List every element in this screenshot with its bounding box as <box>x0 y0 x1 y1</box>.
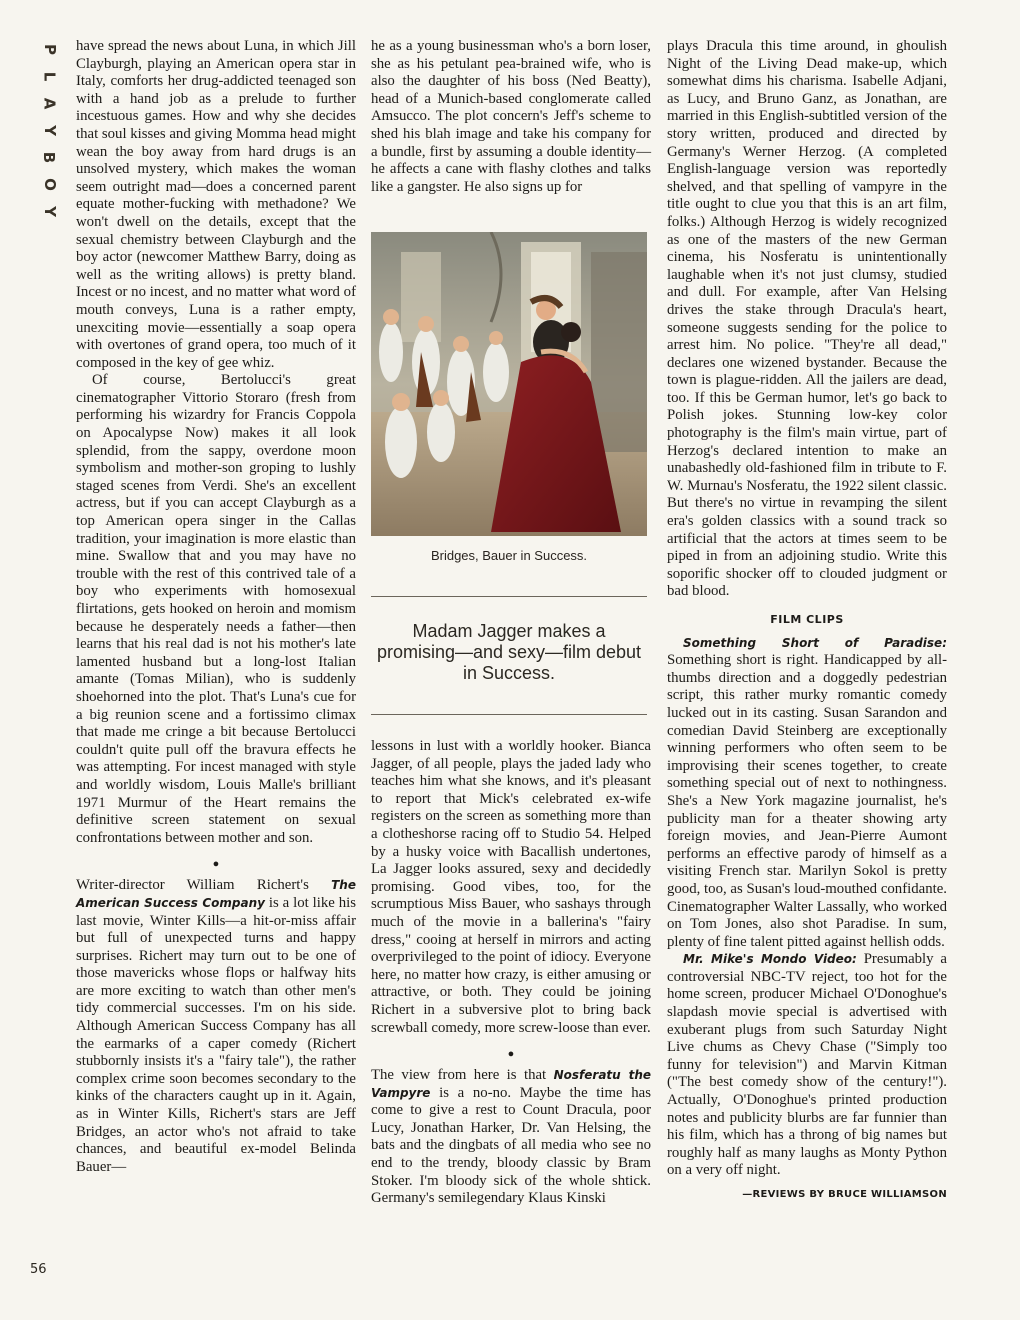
film-clip-title: Mr. Mike's Mondo Video: <box>683 952 857 967</box>
paragraph <box>371 1067 651 1208</box>
paragraph-intro: Writer-director William Richert's <box>76 877 309 894</box>
film-still-photo <box>371 232 647 536</box>
column-3 <box>667 38 947 1204</box>
paragraph-text: is a lot like his last movie, Winter Kills—a hit-or-miss affair but full of unexpected turns and happy surprises. Richert may turn out to be one of those mavericks whose flops or halfway hits are more exciting to watch than other men's tidy commercial successes. I'm on his side. Although American Success Company has all the earmarks of a caper comedy (Richert stubbornly insists it's a "fairy tale"), the rather complex crime soon becomes secondary to the kinks of the characters caught up in it. Again, as in Winter Kills, Richert's stars are Jeff Bridges, an actor who's not afraid to take chances, and beautiful ex-model Belinda Bauer— <box>76 894 357 1175</box>
film-clip-title: Something Short of Paradise: <box>683 635 947 650</box>
paragraph: have spread the news about Luna, in which Jill Clayburgh, playing an American opera star in Italy, comforts her drug-addicted teenaged son with a hand job as a prelude to further incestuous games. How and why she decides that soul kisses and giving Momma head might wean the boy away from hard drugs is an unsolved mystery, which makes the woman seem outright mad—does a concerned parent equate mother-fucking with methadone? We won't dwell on the details, except that the sexual chemistry between Clayburgh and the boy actor (newcomer Matthew Barry, doing as well as the writing allows) is pretty bland. Incest or no incest, and no matter what word of mouth conveys, Luna is a rather empty, unexciting movie—essentially a soap opera with overtones of grand opera, too much of it composed in the key of gee whiz. <box>76 38 356 371</box>
photo-caption: Bridges, Bauer in Success. <box>430 548 588 563</box>
section-separator: ● <box>212 858 220 871</box>
masthead-letter: P <box>40 44 59 55</box>
masthead-letter: Y <box>40 206 59 217</box>
playboy-masthead <box>40 42 58 219</box>
column-1 <box>76 38 356 1176</box>
section-separator: ● <box>507 1048 515 1061</box>
masthead-letter: L <box>40 71 59 82</box>
film-clip-entry <box>667 951 947 1180</box>
film-clip-entry <box>667 635 947 952</box>
paragraph <box>76 877 356 1176</box>
masthead-letter: O <box>40 178 59 191</box>
ballroom-photo-illustration <box>371 232 647 536</box>
paragraph: Of course, Bertolucci's great cinematographer Vittorio Storaro (fresh from performing his wizardry for Francis Coppola on Apocalypse Now) makes it all look splendid, from the sappy, overdone moon symbolism and mother-son groping to lushly staged scenes from Verdi. She's an excellent actress, but if you can accept Clayburgh as a top American opera singer in the Callas tradition, your imagination is more elastic than mine. Swallow that and you may have no trouble with the rest of this contrived tale of a boy who experiments with homosexual flirtations, gets hooked on heroin and momism because he desperately needs a father—then learns that his real dad is not his mother's late lamented husband but a long-lost Italian amante (Tomas Milian), who is suddenly shoehorned into the plot. That's Luna's cue for a big reunion scene and a fortissimo climax that made me cringe a bit because Bertolucci couldn't quite pull off the bravura effects he was attempting. For incest managed with style and worldly wisdom, Louis Malle's brilliant 1971 Murmur of the Heart remains the definitive screen statement on sexual confrontations between mother and son. <box>76 372 356 846</box>
film-clip-text: Presumably a controversial NBC-TV reject, too hot for the home screen, producer Michael O'Donoghue's slapdash movie special is advertised with exuberant plugs from such Saturday Night Live chums as Chevy Chase ("Simply too funny for television") and Marvin Kitman ("The best comedy show of the century!"). Actually, O'Donoghue's printed production notes and publicity blurbs are far funnier than his film, which has a throng of big names but roughly half as many laughs as Monty Python on a very off night. <box>667 951 948 1179</box>
paragraph: lessons in lust with a worldly hooker. Bianca Jagger, of all people, plays the jaded lady who teaches him what she knows, and it's pleasant to report that Mick's celebrated ex-wife registers on the screen as something more than a clotheshorse racing off to Studio 54. Helped by a husky voice with Bacallish undertones, La Jagger looks assured, sexy and decidedly promising. Good vibes, too, for the scrumptious Miss Bauer, who sashays through much of the movie in a ballerina's "fairy dress," cooing at herself in mirrors and acting overprivileged to the point of idiocy. Everyone here, no matter how crazy, is either amusing or attractive, or both. They could be joining Richert in a subversive plot to bring back screwball comedy, more screw-loose than ever. <box>371 738 651 1036</box>
pullquote-rule-bottom <box>371 714 647 715</box>
film-clips-heading: FILM CLIPS <box>770 613 844 626</box>
review-byline: —REVIEWS BY BRUCE WILLIAMSON <box>742 1189 947 1200</box>
pullquote-rule-top <box>371 596 647 597</box>
paragraph: plays Dracula this time around, in ghoulish Night of the Living Dead make-up, which somewhat dims his charisma. Isabelle Adjani, as Lucy, and Bruno Ganz, as Jonathan, are married in this English-subtitled version of the story written, produced and directed by Germany's Werner Herzog. (A completed English-language version was reportedly shelved, and that spelling of vampyre in the title ought to clue you that this is an art film, folks.) Although Herzog is widely recognized as one of the masters of the new German cinema, his Nosferatu is unintentionally laughable when it's not just clumsy, studied and dull. For example, after Van Helsing drives the stake through Dracula's heart, someone suggests sending for the police to arrest him. No police. "They're all dead," declares one wizened bystander. Because the town is plague-ridden. All the jailers are dead, too. If this be German humor, let's go back to Polish jokes. Stunning low-key color photography is the film's main virtue, part of Herzog's declared intention to make an unabashedly old-fashioned film in tribute to F. W. Murnau's Nosferatu, the 1922 silent classic. But there's no virtue in revamping the silent era's golden classics with a sound track so artificial that the actors at times seem to be piped in from an adjoining studio. Write this soporific shocker off to clouded judgment or bad blood. <box>667 38 947 600</box>
paragraph: he as a young businessman who's a born loser, she as his petulant pea-brained wife, who is also the daughter of his boss (Ned Beatty), head of a Munich-based conglomerate called Amsucco. The plot concern's Jeff's scheme to shed his blah image and take his company for a bundle, first by assuming a double identity—he affects a cane with flashy clothes and talks like a gangster. He also signs up for <box>371 38 651 195</box>
column-2-top <box>371 38 651 196</box>
film-title: The American Success Company <box>76 878 356 910</box>
pullquote: Madam Jagger makes a promising—and sexy—film debut in Success. <box>376 621 642 683</box>
film-clip-text: Something short is right. Handicapped by all-thumbs direction and a doggedly pedestrian script, this rather murky romantic comedy lucked out in its casting. Susan Sarandon and comedian David Steinberg are exceptionally winning performers who often seem to be improvising their scenes together, to create something special out of next to nothingness. She's a New York magazine journalist, he's publicity man for a theater showing arty foreign movies, and Jean-Pierre Aumont performs an effective parody of himself as a visiting French star. Marilyn Sokol is pretty good, too, as Susan's loud-mouthed confidante. Cinematographer Walter Lassally, who worked on Tom Jones, also shot Paradise. In sum, plenty of fine talent pitted against hellish odds. <box>667 652 947 950</box>
paragraph-text: is a no-no. Maybe the time has come to give a rest to Count Dracula, poor Lucy, Jonathan Harker, Dr. Van Helsing, the bats and the dingbats of all media who see no end to the trendy, bloody classic by Bram Stoker. I'm bloody sick of the whole shtick. Germany's semilegendary Klaus Kinski <box>371 1084 652 1207</box>
paragraph-intro: The view from here is that <box>371 1067 547 1084</box>
column-2-bottom <box>371 738 651 1208</box>
masthead-letter: B <box>40 151 59 164</box>
film-title: Nosferatu the Vampyre <box>371 1068 652 1100</box>
page-number: 56 <box>30 1262 47 1277</box>
masthead-letter: Y <box>40 125 59 136</box>
masthead-letter: A <box>40 97 59 110</box>
